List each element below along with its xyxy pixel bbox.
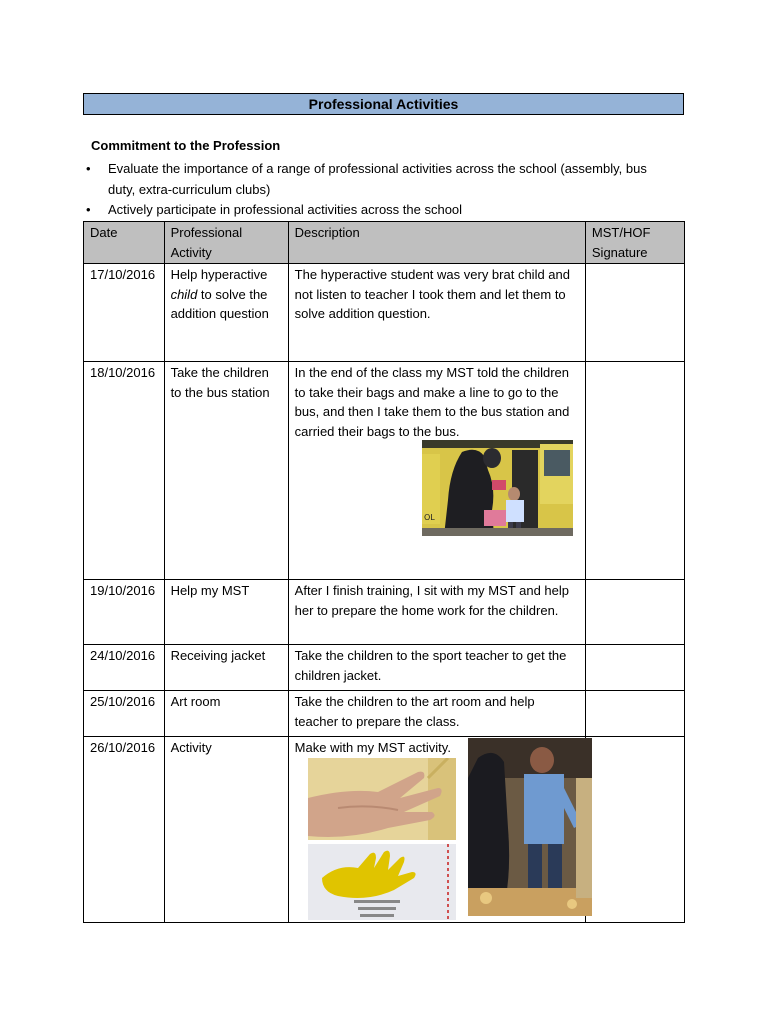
description-text: In the end of the class my MST told the children to take their bags and make a line to go to the bus, and then I take them to the bus station and carried their bags to the bus.: [294, 365, 570, 439]
bullet-list: [86, 159, 676, 221]
activity-cell: Activity: [164, 737, 288, 923]
table-row: [84, 645, 685, 691]
header-description: Description: [288, 222, 585, 264]
page-title: Professional Activities: [83, 93, 684, 115]
description-cell: [288, 362, 585, 580]
description-cell: [288, 737, 585, 923]
signature-cell[interactable]: [585, 691, 684, 737]
description-cell: After I finish training, I sit with my MST and help her to prepare the home work for the children.: [288, 580, 585, 645]
activity-cell: Help my MST: [164, 580, 288, 645]
activity-cell: Receiving jacket: [164, 645, 288, 691]
description-cell: Take the children to the sport teacher to get the children jacket.: [288, 645, 585, 691]
date-cell: 17/10/2016: [84, 264, 165, 362]
date-cell: 26/10/2016: [84, 737, 165, 923]
bullet-item: • Evaluate the importance of a range of professional activities across the school (assembly, bus duty, extra-curriculum clubs): [86, 159, 676, 200]
activity-text: to solve the addition question: [170, 286, 269, 321]
signature-cell[interactable]: [585, 645, 684, 691]
description-cell: The hyperactive student was very brat child and not listen to teacher I took them and let them to solve addition question.: [288, 264, 585, 362]
activities-table: [83, 221, 685, 923]
signature-cell[interactable]: [585, 362, 684, 580]
date-cell: 25/10/2016: [84, 691, 165, 737]
table-row: [84, 362, 685, 580]
activity-cell: Take the children to the bus station: [164, 362, 288, 580]
table-row: [84, 264, 685, 362]
bus-photo: [422, 440, 573, 536]
table-row: [84, 580, 685, 645]
signature-cell[interactable]: [585, 737, 684, 923]
date-cell: 24/10/2016: [84, 645, 165, 691]
bullet-item: • Actively participate in professional activities across the school: [86, 200, 676, 221]
table-header-row: [84, 222, 685, 264]
description-cell: Take the children to the art room and help teacher to prepare the class.: [288, 691, 585, 737]
date-cell: 19/10/2016: [84, 580, 165, 645]
svg-text:OL: OL: [423, 513, 435, 522]
date-cell: 18/10/2016: [84, 362, 165, 580]
header-date: Date: [84, 222, 165, 264]
header-activity: Professional Activity: [164, 222, 288, 264]
handprint-photo: [308, 758, 456, 840]
header-signature: MST/HOF Signature: [585, 222, 684, 264]
activity-emphasis: child: [170, 286, 198, 302]
activity-cell: Art room: [164, 691, 288, 737]
signature-cell[interactable]: [585, 580, 684, 645]
activity-cell: [164, 264, 288, 362]
yellow-handprint-photo: [308, 844, 456, 920]
children-activity-photo: [468, 738, 592, 916]
section-heading: Commitment to the Profession: [91, 138, 281, 153]
description-text: Make with my MST activity.: [294, 740, 451, 755]
activity-text: Help hyperactive: [170, 267, 268, 282]
table-row: [84, 737, 685, 923]
signature-cell[interactable]: [585, 264, 684, 362]
table-row: [84, 691, 685, 737]
